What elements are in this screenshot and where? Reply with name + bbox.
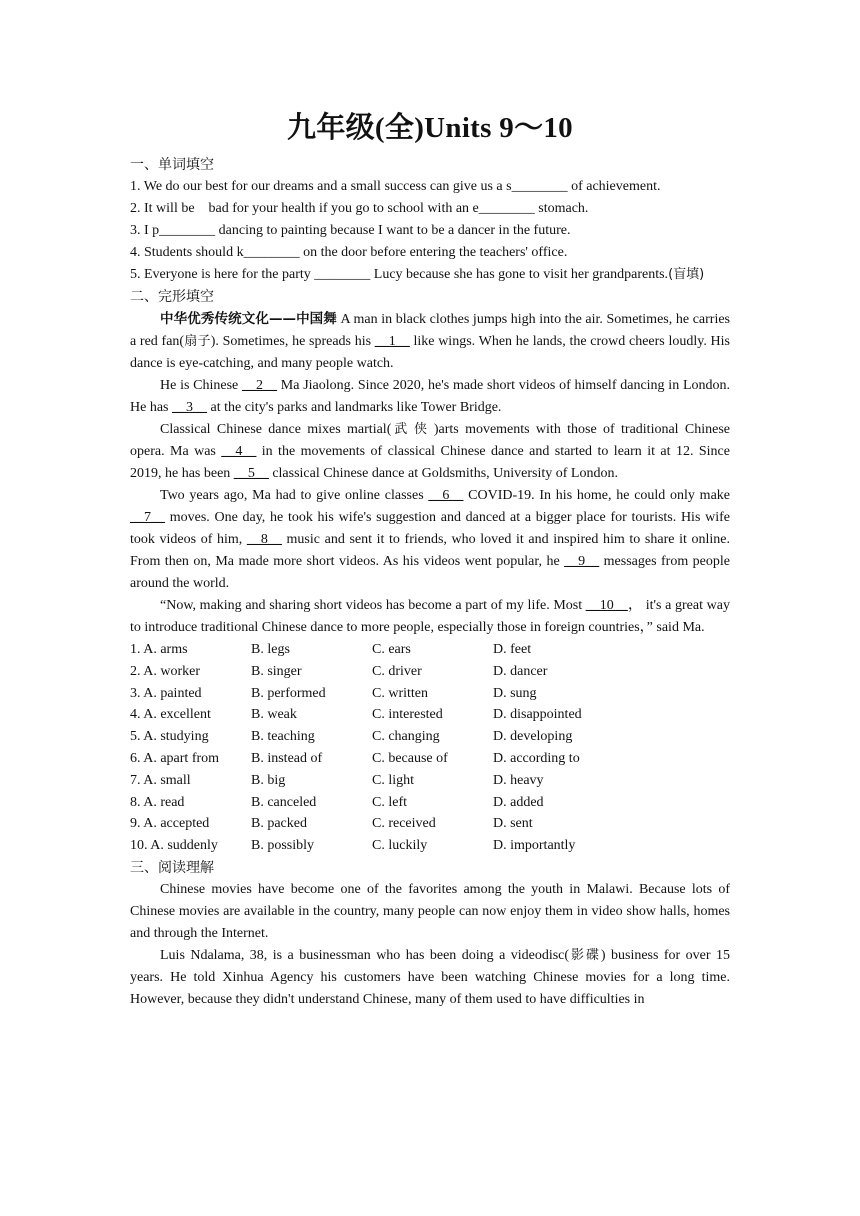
- cloze-text: classical Chinese dance at Goldsmiths, University of London.: [268, 466, 618, 481]
- option-a: 5. A. studying: [130, 729, 209, 745]
- option-row-8: [130, 792, 730, 814]
- option-d: D. developing: [493, 729, 573, 745]
- section-heading-cloze: 二、完形填空: [130, 289, 214, 305]
- cloze-text: A man in black clothes jumps high into the air. Sometimes, he carries a red fan(: [130, 312, 730, 349]
- cloze-gloss: 武侠: [391, 422, 434, 437]
- cloze-blank-3: __3__: [172, 400, 207, 415]
- option-row-7: [130, 770, 730, 792]
- option-a: 3. A. painted: [130, 685, 202, 701]
- cloze-text: like wings. When he lands, the crowd cheers loudly. His dance is eye-catching, and many people watch.: [130, 334, 730, 371]
- option-row-4: [130, 704, 730, 726]
- cloze-paragraph-4: [130, 485, 730, 595]
- option-c: C. written: [372, 685, 428, 701]
- cloze-paragraph-3: [130, 419, 730, 485]
- option-a: 4. A. excellent: [130, 707, 211, 723]
- reading-text: ) business for over 15 years. He told Xinhua Agency his customers have been watching Chinese movies for a long time. However, because they didn't understand Chinese, many of them used to have difficulties in: [130, 947, 730, 1007]
- option-d: D. sent: [493, 816, 533, 832]
- page-title: 九年级(全)Units 9～10: [287, 112, 573, 144]
- cloze-options: [130, 639, 730, 857]
- cloze-text: ， it's a great way to introduce traditional Chinese dance to more people, especially those in foreign countries，” said Ma.: [130, 598, 730, 635]
- reading-paragraph-2: [130, 945, 730, 1011]
- cloze-paragraph-2: [130, 375, 730, 419]
- word-fill-item-5: [130, 264, 730, 286]
- option-c: C. left: [372, 794, 407, 810]
- option-d: D. dancer: [493, 663, 548, 679]
- option-c: C. received: [372, 816, 436, 832]
- option-d: D. sung: [493, 685, 537, 701]
- option-b: B. legs: [251, 642, 290, 657]
- option-d: D. feet: [493, 642, 532, 657]
- option-c: C. interested: [372, 707, 443, 723]
- option-b: B. canceled: [251, 794, 317, 810]
- cloze-text: Ma Jiaolong. Since 2020, he's made short videos of himself dancing in London. He has: [130, 378, 730, 415]
- word-fill-item-5-text: 5. Everyone is here for the party ________ Lucy because she has gone to visit her grandparents.: [130, 267, 669, 282]
- word-fill-item-1: 1. We do our best for our dreams and a small success can give us a s________ of achievement.: [130, 179, 661, 194]
- cloze-blank-7: __7__: [130, 510, 165, 525]
- option-b: B. singer: [251, 663, 302, 679]
- cloze-text: in the movements of classical Chinese dance and started to learn it at 12. Since 2019, he has been: [130, 444, 730, 481]
- section-heading-word-fill: 一、单词填空: [130, 157, 214, 173]
- option-row-3: [130, 683, 730, 705]
- option-d: D. disappointed: [493, 707, 582, 723]
- option-row-1: [130, 639, 730, 661]
- option-c: C. changing: [372, 729, 440, 745]
- option-a: 9. A. accepted: [130, 816, 210, 832]
- option-b: B. teaching: [251, 729, 315, 745]
- cloze-blank-5: __5__: [233, 466, 269, 481]
- option-c: C. ears: [372, 642, 411, 657]
- word-fill-item-2: 2. It will be bad for your health if you go to school with an e________ stomach.: [130, 201, 589, 216]
- option-a: 2. A. worker: [130, 663, 200, 679]
- option-b: B. weak: [251, 707, 297, 723]
- option-a: 6. A. apart from: [130, 750, 220, 766]
- cloze-text: moves. One day, he took his wife's suggestion and danced at a bigger place for tourists. His wife took videos of him,: [130, 510, 730, 547]
- cloze-paragraph-5: [130, 595, 730, 639]
- cloze-text: Classical Chinese dance mixes martial(: [160, 422, 392, 437]
- cloze-blank-1: __1__: [374, 334, 410, 349]
- reading-gloss: 影碟: [569, 947, 601, 963]
- option-c: C. driver: [372, 663, 422, 679]
- cloze-paragraph-1: [130, 308, 730, 375]
- word-fill-item-4: 4. Students should k________ on the door before entering the teachers' office.: [130, 245, 568, 260]
- option-row-10: [130, 835, 730, 857]
- option-c: C. because of: [372, 750, 448, 766]
- word-fill-item-3: 3. I p________ dancing to painting because I want to be a dancer in the future.: [130, 223, 571, 238]
- cloze-text: He is Chinese: [160, 378, 243, 393]
- cloze-blank-9: __9__: [564, 554, 600, 569]
- option-d: D. importantly: [493, 838, 576, 854]
- option-row-9: [130, 813, 730, 835]
- reading-text: Luis Ndalama, 38, is a businessman who has been doing a videodisc(: [160, 947, 570, 963]
- option-d: D. added: [493, 794, 544, 810]
- cloze-text: )arts movements with those of traditional Chinese opera. Ma was: [130, 422, 730, 459]
- cloze-text: ). Sometimes, he spreads his: [210, 334, 375, 349]
- section-heading-reading: 三、阅读理解: [130, 859, 214, 876]
- option-a: 8. A. read: [130, 794, 185, 810]
- option-b: B. performed: [251, 685, 326, 701]
- cloze-text: at the city's parks and landmarks like Tower Bridge.: [207, 400, 502, 415]
- option-b: B. instead of: [251, 750, 323, 766]
- option-row-2: [130, 661, 730, 683]
- worksheet-content: [130, 108, 730, 1011]
- cloze-blank-8: __8__: [246, 532, 282, 547]
- cloze-blank-10: __10__: [585, 598, 628, 613]
- cloze-blank-4: __4__: [221, 444, 257, 459]
- cloze-text: messages from people around the world.: [130, 554, 730, 591]
- option-d: D. heavy: [493, 772, 544, 788]
- option-c: C. light: [372, 772, 415, 788]
- cloze-text: Two years ago, Ma had to give online classes: [160, 488, 429, 503]
- cloze-blank-6: __6__: [428, 488, 464, 503]
- option-a: 10. A. suddenly: [130, 838, 218, 854]
- option-b: B. packed: [251, 816, 307, 832]
- option-a: 1. A. arms: [130, 642, 188, 657]
- cloze-text: music and sent it to friends, who loved it and inspired him to share it online. From then on, Ma made more short videos. As his videos went popular, he: [130, 532, 730, 569]
- cloze-text: “Now, making and sharing short videos has become a part of my life. Most: [160, 598, 586, 613]
- option-b: B. big: [251, 772, 286, 788]
- word-fill-item-5-hint: (盲填): [668, 267, 705, 282]
- cloze-text: COVID-19. In his home, he could only make: [463, 488, 730, 503]
- option-row-5: [130, 726, 730, 748]
- cloze-gloss: 扇子: [184, 334, 211, 349]
- option-b: B. possibly: [251, 838, 315, 854]
- option-row-6: [130, 748, 730, 770]
- reading-paragraph-1: Chinese movies have become one of the favorites among the youth in Malawi. Because lots of Chinese movies are available in the country, many people can now enjoy them in video show halls, homes and through the Internet.: [130, 881, 730, 941]
- option-c: C. luckily: [372, 838, 428, 854]
- option-d: D. according to: [493, 750, 580, 766]
- option-a: 7. A. small: [130, 772, 191, 788]
- cloze-blank-2: __2__: [242, 378, 278, 393]
- cloze-passage-label: 中华优秀传统文化——中国舞: [160, 311, 337, 327]
